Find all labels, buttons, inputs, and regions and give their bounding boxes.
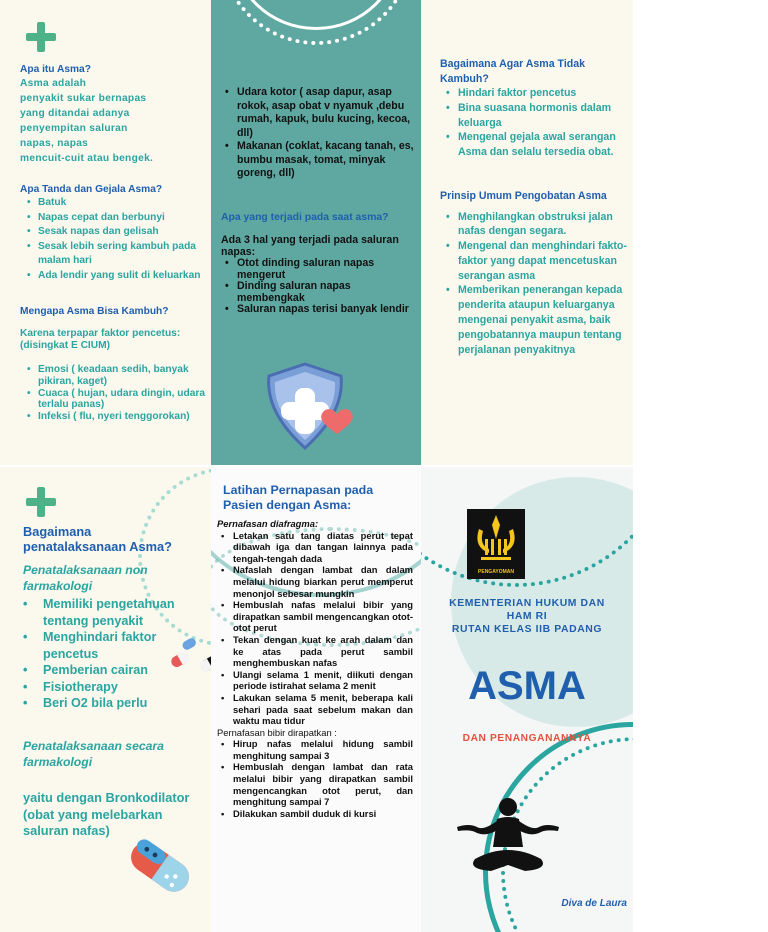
list-item: • Sesak napas dan gelisah bbox=[20, 225, 208, 240]
pill-icon bbox=[170, 637, 211, 687]
list-item: • Saluran napas terisi banyak lendir bbox=[221, 304, 417, 316]
q1-line: mencuit-cuit atau bengek. bbox=[20, 153, 154, 164]
list-item: • Ulangi selama 1 menit, diikuti dengan periode istirahat selama 2 menit bbox=[217, 669, 413, 692]
q1-line: Asma adalah bbox=[20, 78, 87, 89]
events-list bbox=[221, 258, 417, 316]
diaphragm-list bbox=[217, 530, 413, 727]
list-item: • Infeksi ( flu, nyeri tenggorokan) bbox=[20, 411, 208, 423]
q1-title: Apa itu Asma? bbox=[20, 64, 91, 75]
pharma-body: yaitu dengan Bronkodilator (obat yang melebarkan saluran nafas) bbox=[23, 790, 190, 838]
list-item: • Lakukan selama 5 menit, beberapa kali sehari pada saat sebelum makan dan waktu mau tidur bbox=[217, 692, 413, 727]
list-item: • Bina suasana hormonis dalam keluarga bbox=[440, 101, 630, 131]
list-item: • Hindari faktor pencetus bbox=[440, 86, 630, 101]
list-item: • Menghilangkan obstruksi jalan nafas dengan segara. bbox=[440, 210, 630, 240]
author-name: Diva de Laura bbox=[561, 898, 627, 909]
pursed-lip-subtitle: Pernafasan bibir dirapatkan : bbox=[217, 726, 337, 738]
q1-line: yang ditandai adanya bbox=[20, 108, 130, 119]
list-item: • Pemberian cairan bbox=[23, 662, 203, 679]
panel-top-middle bbox=[211, 0, 421, 465]
q1-title: Bagaimana Agar Asma Tidak Kambuh? bbox=[440, 58, 586, 85]
diaphragm-subtitle: Pernafasan diafragma: bbox=[217, 518, 319, 529]
cover-subtitle: DAN PENANGANANNYA bbox=[462, 733, 592, 744]
plus-icon bbox=[26, 22, 56, 52]
panel-bottom-right bbox=[421, 467, 633, 932]
list-item: • Letakan satu tang diatas perut tepat dibawah iga dan tangan lainnya pada tengah-tengah dada bbox=[217, 530, 413, 565]
plus-icon bbox=[26, 487, 56, 517]
list-item: • Menghindari faktor pencetus bbox=[23, 629, 203, 662]
question-heading: Apa yang terjadi pada saat asma? bbox=[221, 212, 389, 223]
section-title: Bagaimana penatalaksanaan Asma? bbox=[23, 524, 172, 554]
meditation-figure-icon bbox=[453, 797, 563, 879]
logo-text: PENGAYOMAN bbox=[478, 569, 514, 575]
organization bbox=[421, 597, 633, 636]
cover-title: ASMA bbox=[468, 664, 586, 708]
list-item: • Hembuslah dengan lambat dan rata melalui bibir yang dirapatkan sambil mengencangkan otot perut, dan menghitung sampai 7 bbox=[217, 761, 413, 807]
q3-list bbox=[20, 364, 208, 423]
list-item: • Nafaslah dengan lambat dan dalam melalui hidung biarkan perut memperut menonjol sebesar mungkin bbox=[217, 564, 413, 599]
list-item: • Sesak lebih sering kambuh pada malam hari bbox=[20, 240, 208, 269]
q2-title: Prinsip Umum Pengobatan Asma bbox=[440, 190, 607, 202]
events-intro: Ada 3 hal yang terjadi pada saluran napas: bbox=[221, 234, 399, 258]
pursed-lip-list bbox=[217, 738, 413, 819]
list-item: • Mengenal gejala awal serangan Asma dan selalu tersedia obat. bbox=[440, 130, 630, 160]
list-item: • Napas cepat dan berbunyi bbox=[20, 211, 208, 226]
ministry-logo-icon bbox=[467, 509, 525, 579]
list-item: • Memiliki pengetahuan tentang penyakit bbox=[23, 596, 203, 629]
q1-line: napas, napas bbox=[20, 138, 89, 149]
list-item: • Udara kotor ( asap dapur, asap rokok, asap obat v nyamuk ,debu rumah, kapuk, bulu kucing, kecoa, dll) bbox=[221, 86, 417, 140]
q1-list bbox=[440, 86, 630, 160]
org-line: RUTAN KELAS IIB PADANG bbox=[451, 624, 603, 635]
section-title: Latihan Pernapasan pada Pasien dengan Asma: bbox=[223, 483, 374, 512]
capsule-icon bbox=[125, 835, 195, 899]
list-item: • Tekan dengan kuat ke arah dalam dan ke atas pada perut sambil menghembuskan nafas bbox=[217, 634, 413, 669]
list-item: • Hembuslah nafas melalui bibir yang dirapatkan sambil mengencangkan otot-otot perut bbox=[217, 599, 413, 634]
q1-line: penyempitan saluran bbox=[20, 123, 128, 134]
list-item: • Cuaca ( hujan, udara dingin, udara terlalu panas) bbox=[20, 388, 208, 412]
list-item: • Ada lendir yang sulit di keluarkan bbox=[20, 269, 208, 284]
list-item: • Memberikan penerangan kepada penderita ataupun keluarganya mengenai penyakit asma, baik pengobatannya maupun tentang perjalanan penyakitnya bbox=[440, 283, 630, 357]
q2-title: Apa Tanda dan Gejala Asma? bbox=[20, 184, 163, 195]
q2-list bbox=[440, 210, 630, 358]
q1-body bbox=[20, 76, 206, 166]
q3-title: Mengapa Asma Bisa Kambuh? bbox=[20, 306, 169, 317]
list-item: • Makanan (coklat, kacang tanah, es, bumbu masak, tomat, minyak goreng, dll) bbox=[221, 140, 417, 181]
trigger-list bbox=[221, 86, 417, 181]
org-line: HAM RI bbox=[506, 611, 548, 622]
panel-top-right bbox=[421, 0, 633, 465]
non-pharma-subtitle: Penatalaksanaan non farmakologi bbox=[23, 563, 148, 593]
list-item: • Batuk bbox=[20, 196, 208, 211]
list-item: • Mengenal dan menghindari fakto-faktor yang dapat mencetuskan serangan asma bbox=[440, 239, 630, 283]
list-item: • Dinding saluran napas membengkak bbox=[221, 281, 417, 304]
list-item: • Beri O2 bila perlu bbox=[23, 695, 203, 712]
panel-top-left bbox=[0, 0, 211, 465]
q1-line: penyakit sukar bernapas bbox=[20, 93, 147, 104]
q3-intro: Karena terpapar faktor pencetus: (disingkat E CIUM) bbox=[20, 328, 181, 351]
org-line: KEMENTERIAN HUKUM DAN bbox=[449, 598, 605, 609]
list-item: • Otot dinding saluran napas mengerut bbox=[221, 258, 417, 281]
q2-list bbox=[20, 196, 208, 284]
pharma-subtitle: Penatalaksanaan secara farmakologi bbox=[23, 739, 164, 769]
list-item: • Emosi ( keadaan sedih, banyak pikiran, kaget) bbox=[20, 364, 208, 388]
list-item: • Hirup nafas melalui hidung sambil menghitung sampai 3 bbox=[217, 738, 413, 761]
shield-heart-icon bbox=[261, 360, 367, 456]
list-item: • Fisiotherapy bbox=[23, 679, 203, 696]
panel-bottom-middle bbox=[211, 467, 421, 932]
panel-bottom-left bbox=[0, 467, 211, 932]
list-item: • Dilakukan sambil duduk di kursi bbox=[217, 808, 413, 820]
